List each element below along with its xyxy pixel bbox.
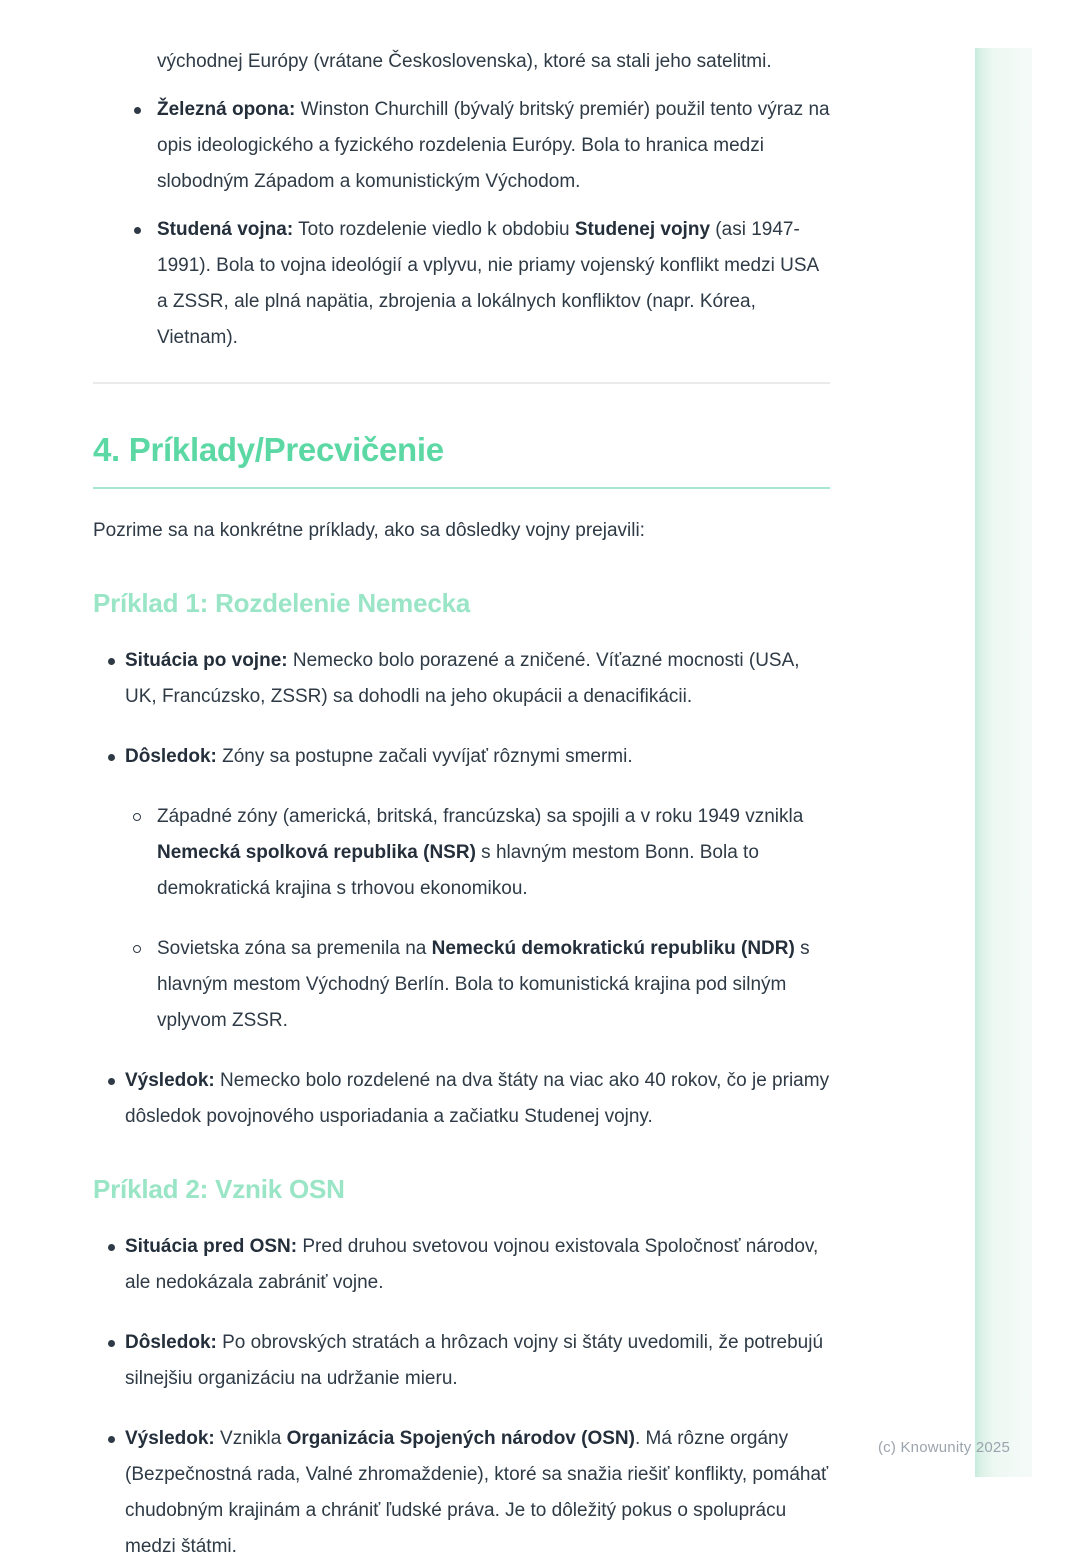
list-item [93,212,830,356]
continuation-paragraph [93,44,830,80]
sub-list-item-text: Západné zóny (americká, britská, francúzska) sa spojili a v roku 1949 vznikla Nemecká spolková republika (NSR) s hlavným mestom Bonn. Bola to demokratická krajina s trhovou ekonomikou. [157,806,804,899]
list-item [93,643,830,715]
sub-list-item [93,799,830,907]
list-item [93,92,830,200]
page-content [93,0,830,1565]
list-item-text: Železná opona: Winston Churchill (bývalý britský premiér) použil tento výraz na opis ideologického a fyzického rozdelenia Európy. Bola to hranica medzi slobodným Západom a komunistickým Východom. [157,99,830,192]
heading-underline [93,487,830,489]
bullet-icon [108,1436,115,1443]
section-heading: 4. Príklady/Precvičenie [93,431,444,468]
list-item [93,739,830,775]
list-item-text: Dôsledok: Zóny sa postupne začali vyvíjať rôznymi smermi. [125,746,633,767]
example2-heading: Príklad 2: Vznik OSN [93,1174,345,1204]
bullet-icon [134,107,141,114]
circle-icon [133,945,141,953]
bullet-icon [108,658,115,665]
bullet-icon [108,754,115,761]
list-item-text: Situácia pred OSN: Pred druhou svetovou vojnou existovala Spoločnosť národov, ale nedokázala zabrániť vojne. [125,1236,819,1293]
continuation-text: východnej Európy (vrátane Československa), ktoré sa stali jeho satelitmi. [157,51,772,72]
bullet-icon [134,227,141,234]
bullet-icon [108,1340,115,1347]
list-item-text: Výsledok: Nemecko bolo rozdelené na dva štáty na viac ako 40 rokov, čo je priamy dôsledok povojnového usporiadania a začiatku Studenej vojny. [125,1070,830,1127]
intro-paragraph [93,513,830,549]
accent-strip [975,48,1032,1477]
section-divider [93,382,830,384]
sub-list-item-text: Sovietska zóna sa premenila na Nemeckú demokratickú republiku (NDR) s hlavným mestom Východný Berlín. Bola to komunistická krajina pod silným vplyvom ZSSR. [157,938,810,1031]
example1-heading: Príklad 1: Rozdelenie Nemecka [93,588,471,618]
list-item [93,1421,830,1565]
list-item-text: Dôsledok: Po obrovských stratách a hrôzach vojny si štáty uvedomili, že potrebujú silnejšiu organizáciu na udržanie mieru. [125,1332,824,1389]
intro-text: Pozrime sa na konkrétne príklady, ako sa dôsledky vojny prejavili: [93,520,645,541]
bullet-icon [108,1078,115,1085]
list-item [93,1229,830,1301]
list-item-text: Studená vojna: Toto rozdelenie viedlo k obdobiu Studenej vojny (asi 1947-1991). Bola to vojna ideológií a vplyvu, nie priamy vojenský konflikt medzi USA a ZSSR, ale plná napätia, zbrojenia a lokálnych konfliktov (napr. Kórea, Vietnam). [157,219,819,348]
list-item [93,1063,830,1135]
list-item [93,1325,830,1397]
list-item-text: Výsledok: Vznikla Organizácia Spojených národov (OSN). Má rôzne orgány (Bezpečnostná rada, Valné zhromaždenie), ktoré sa snažia riešiť konflikty, pomáhať chudobným krajinám a chrániť ľudské práva. Je to dôležitý pokus o spoluprácu medzi štátmi. [125,1428,829,1557]
list-item-text: Situácia po vojne: Nemecko bolo porazené a zničené. Víťazné mocnosti (USA, UK, Francúzsko, ZSSR) sa dohodli na jeho okupácii a denacifikácii. [125,650,800,707]
bullet-icon [108,1244,115,1251]
circle-icon [133,813,141,821]
footer-copyright: (c) Knowunity 2025 [877,1439,1010,1456]
sub-list-item [93,931,830,1039]
